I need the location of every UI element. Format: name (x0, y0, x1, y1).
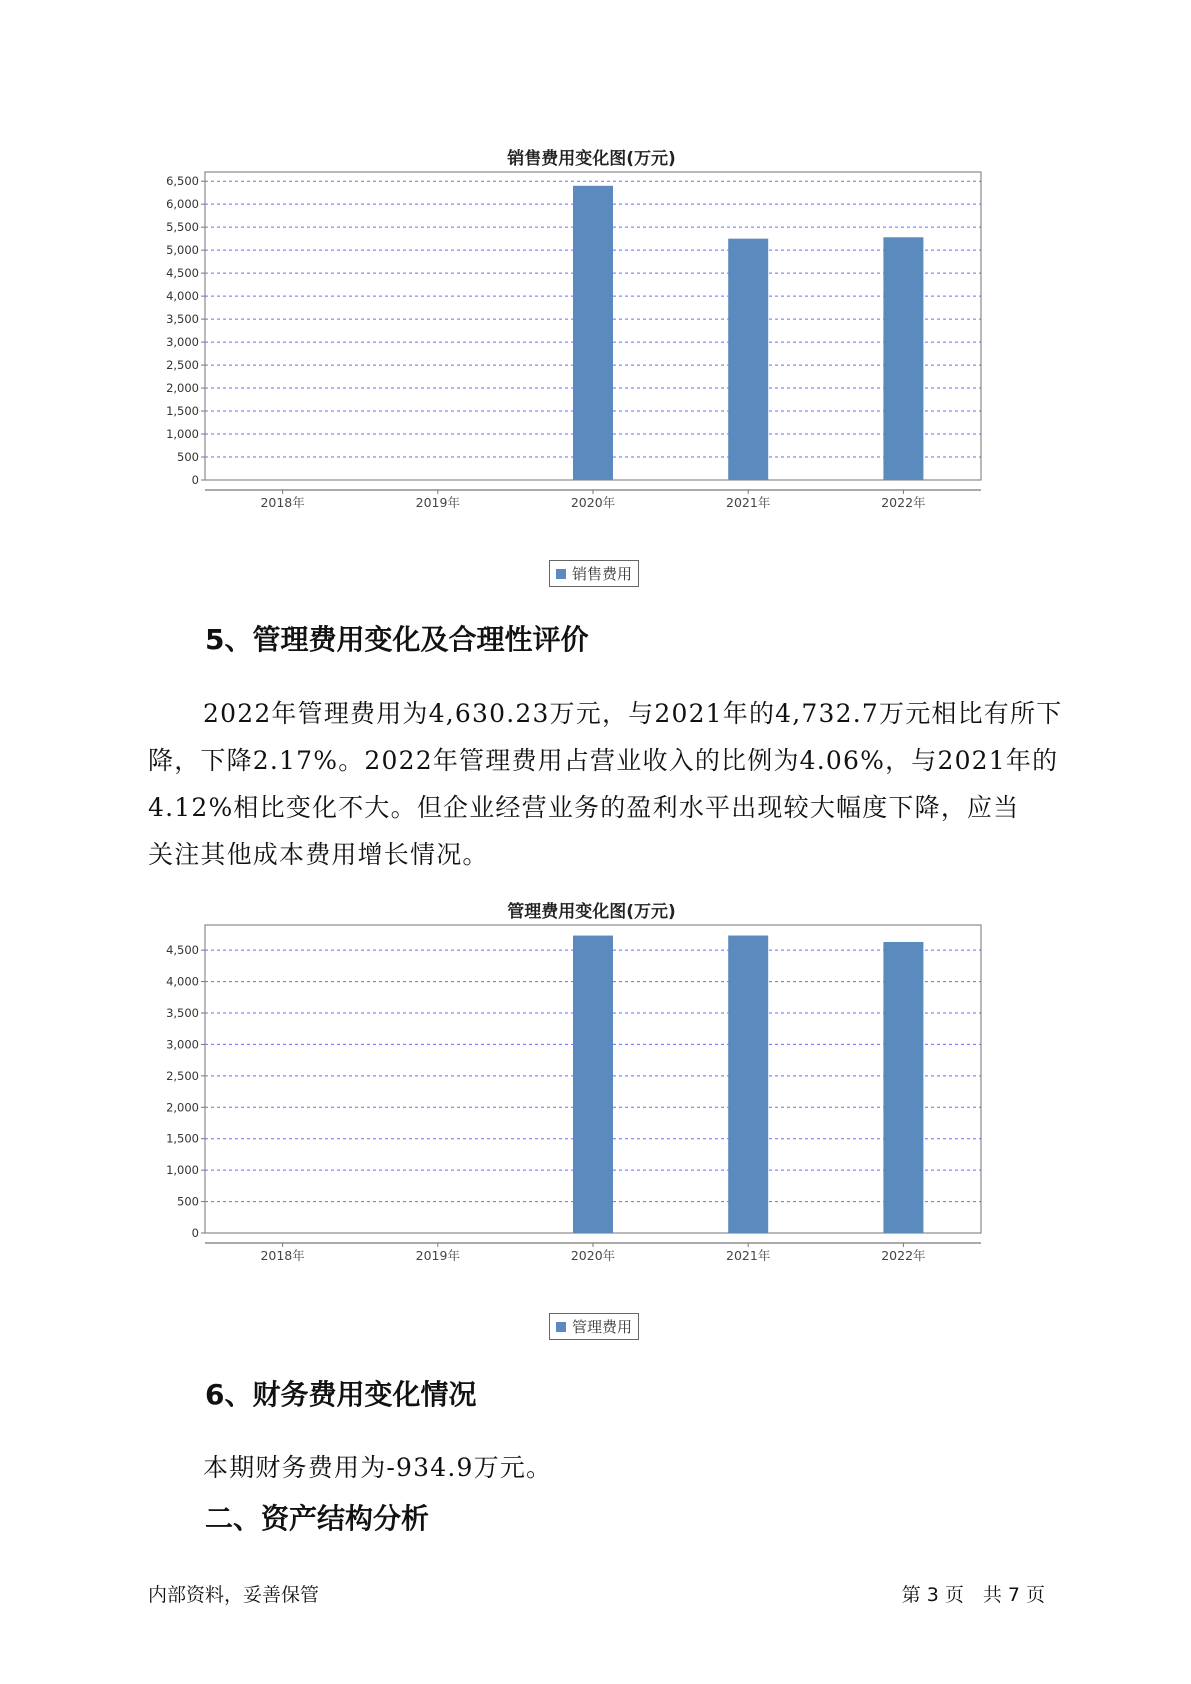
y-tick-label: 5,000 (166, 243, 199, 258)
chart-title: 管理费用变化图(万元) (507, 902, 676, 922)
bar (883, 942, 923, 1233)
chart-legend (549, 560, 639, 587)
y-tick-label: 4,000 (166, 289, 199, 304)
x-tick-label: 2019年 (415, 1248, 460, 1263)
x-tick-label: 2018年 (260, 495, 305, 510)
x-tick-label: 2021年 (726, 495, 771, 510)
paragraph-line: 4.12%相比变化不大。但企业经营业务的盈利水平出现较大幅度下降，应当 (148, 793, 1020, 822)
legend-swatch (556, 1322, 566, 1332)
paragraph-line: 2022年管理费用为4,630.23万元，与2021年的4,732.7万元相比有所下 (203, 699, 1063, 728)
legend-label: 销售费用 (572, 565, 633, 583)
y-tick-label: 4,000 (166, 974, 199, 989)
y-tick-label: 6,000 (166, 197, 199, 212)
y-tick-label: 4,500 (166, 943, 199, 958)
legend-label: 管理费用 (572, 1318, 633, 1336)
footer-page-number: 第 3 页 共 7 页 (901, 1584, 1045, 1606)
y-tick-label: 3,000 (166, 1037, 199, 1052)
bar (573, 186, 613, 480)
footer-note: 内部资料，妥善保管 (148, 1584, 320, 1606)
y-tick-label: 1,500 (166, 404, 199, 419)
x-tick-label: 2018年 (260, 1248, 305, 1263)
y-tick-label: 500 (177, 450, 199, 465)
paragraph-line: 降，下降2.17%。2022年管理费用占营业收入的比例为4.06%，与2021年的 (148, 746, 1059, 775)
y-tick-label: 0 (191, 1226, 199, 1240)
x-tick-label: 2022年 (881, 1248, 926, 1263)
legend-swatch (556, 569, 566, 579)
y-tick-label: 1,500 (166, 1131, 199, 1146)
y-tick-label: 3,000 (166, 335, 199, 350)
section-6-heading: 6、财务费用变化情况 (205, 1378, 477, 1411)
y-tick-label: 4,500 (166, 266, 199, 281)
paragraph-line: 关注其他成本费用增长情况。 (148, 840, 489, 869)
y-tick-label: 500 (177, 1194, 199, 1209)
section-5-heading: 5、管理费用变化及合理性评价 (205, 623, 589, 656)
x-tick-label: 2021年 (726, 1248, 771, 1263)
chart-legend (549, 1313, 639, 1340)
y-tick-label: 2,500 (166, 1068, 199, 1083)
bar (728, 936, 768, 1233)
bar-chart (163, 170, 1020, 580)
x-tick-label: 2020年 (570, 1248, 616, 1263)
bar-chart (163, 923, 1020, 1333)
y-tick-label: 2,000 (166, 381, 199, 396)
y-tick-label: 3,500 (166, 1006, 199, 1020)
y-tick-label: 1,000 (166, 1163, 199, 1178)
bar (883, 237, 923, 480)
chart-sales-expense (163, 140, 1020, 590)
bar (573, 936, 613, 1233)
y-tick-label: 0 (191, 473, 199, 487)
bar (728, 239, 768, 480)
y-tick-label: 2,500 (166, 358, 199, 373)
section-2-heading: 二、资产结构分析 (205, 1502, 430, 1535)
y-tick-label: 3,500 (166, 312, 199, 327)
y-tick-label: 1,000 (166, 427, 199, 442)
x-tick-label: 2019年 (415, 495, 460, 510)
section-6-paragraph: 本期财务费用为-934.9万元。 (203, 1453, 553, 1482)
chart-admin-expense (163, 893, 1020, 1343)
y-tick-label: 6,500 (166, 174, 199, 189)
x-tick-label: 2022年 (881, 495, 926, 510)
x-tick-label: 2020年 (570, 495, 616, 510)
y-tick-label: 5,500 (166, 220, 199, 235)
chart-title: 销售费用变化图(万元) (507, 149, 676, 169)
y-tick-label: 2,000 (166, 1100, 199, 1115)
